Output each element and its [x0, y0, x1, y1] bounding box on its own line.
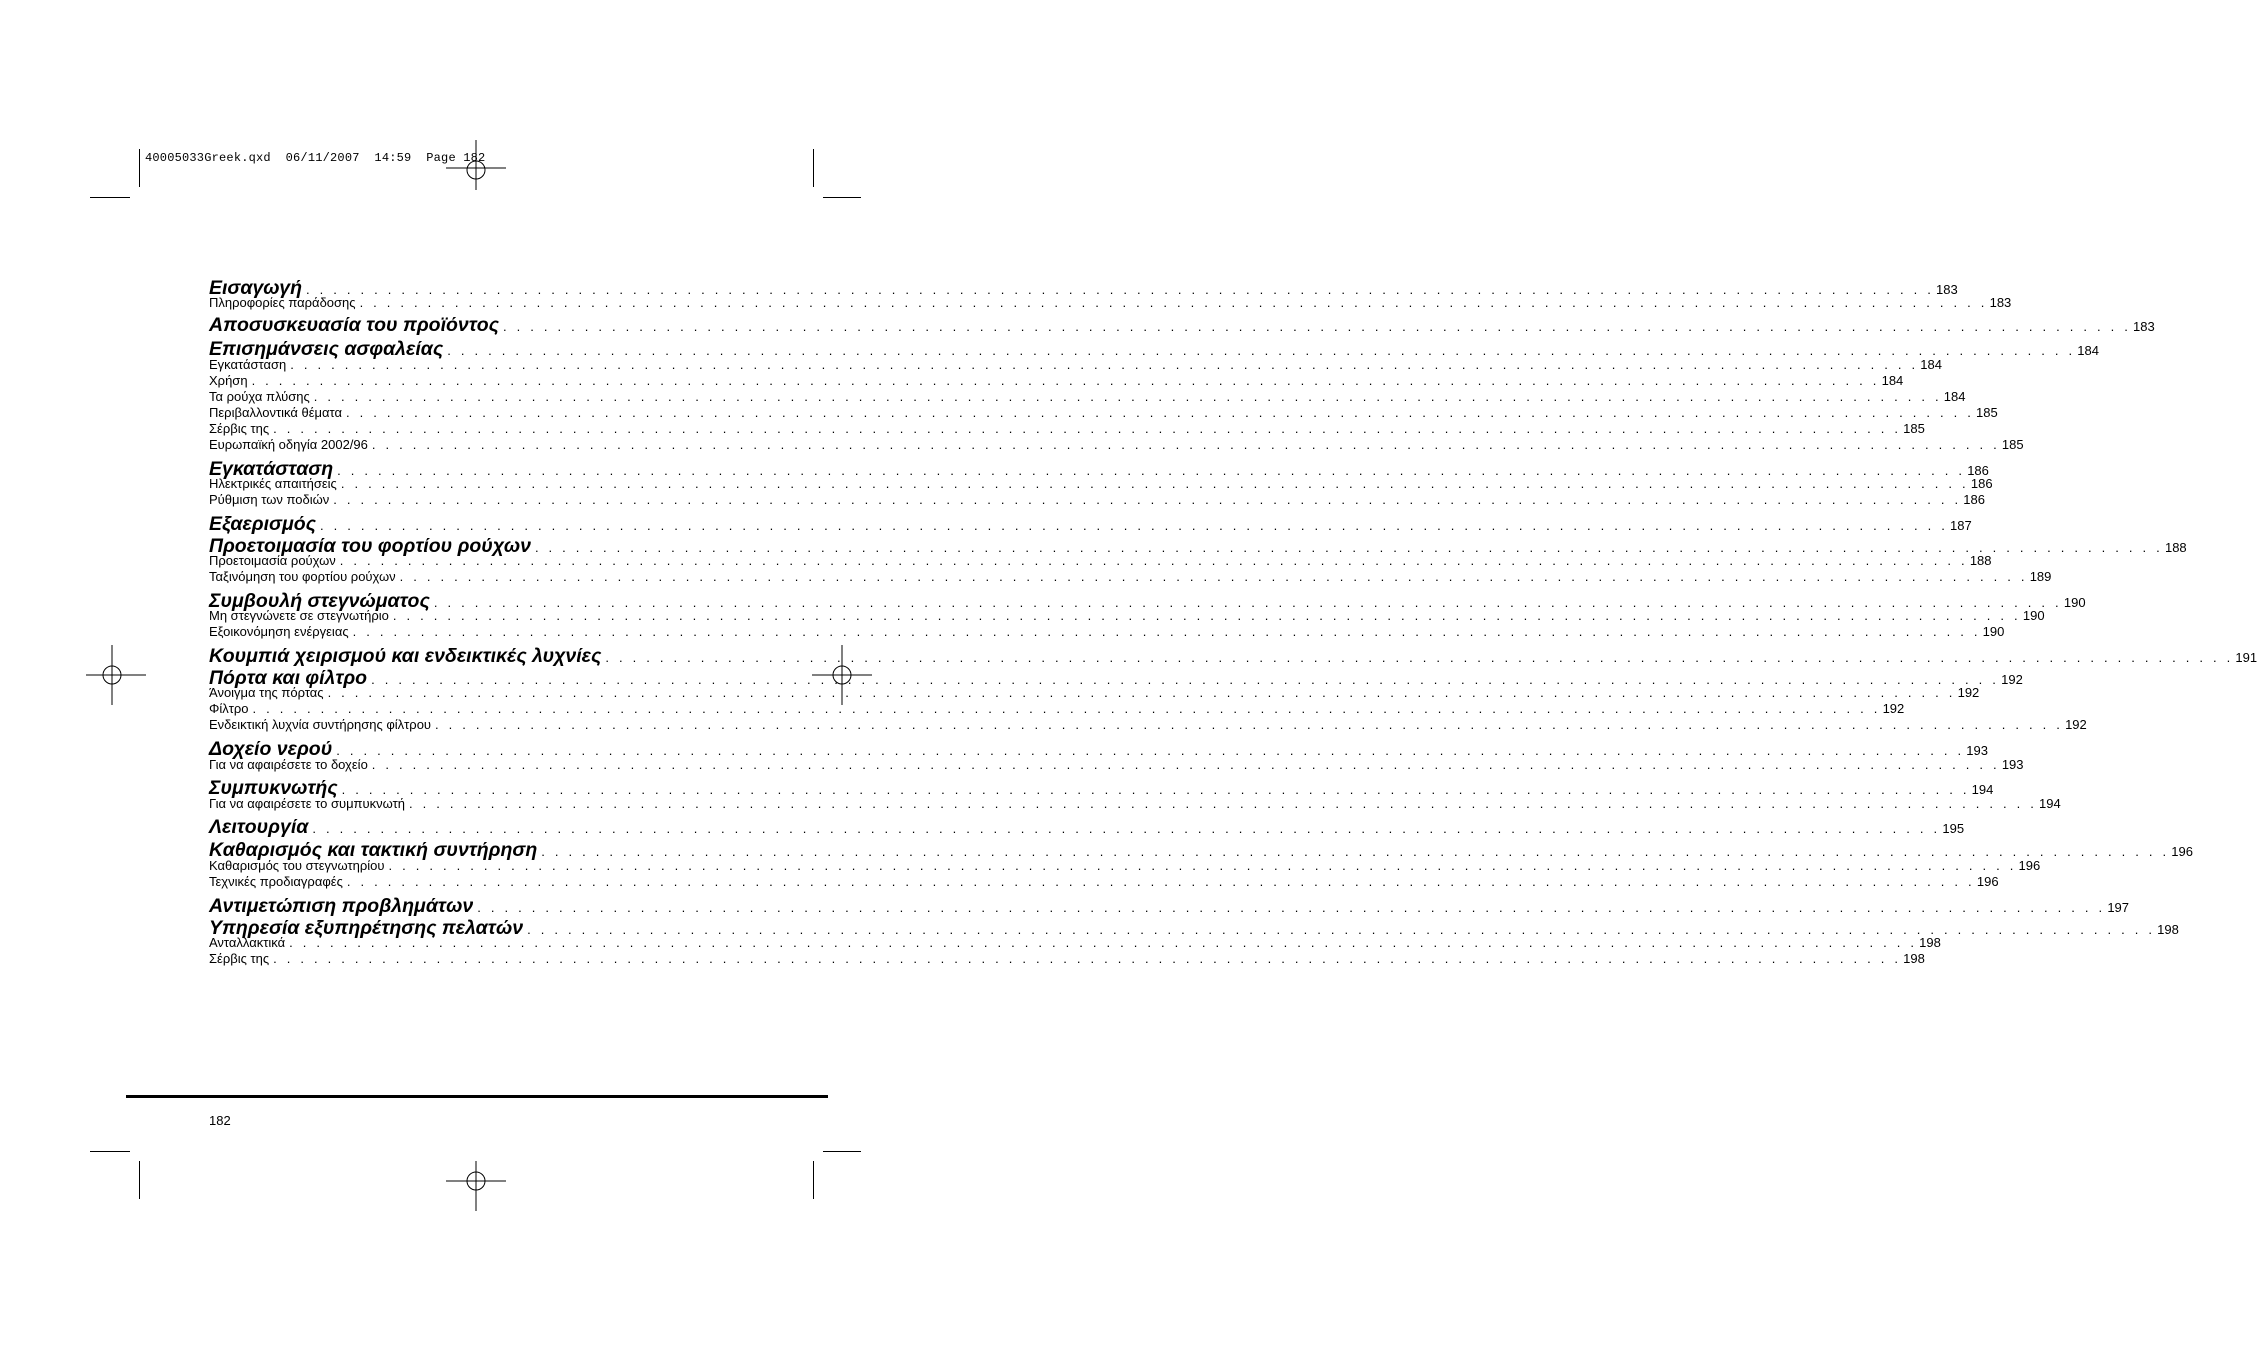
toc-page-number: 197 — [2107, 900, 2130, 915]
dot-leader: . . . . . . . . . . . . . . . . . . . . . . . . . . . . . . . . . . . . . . . . . . . . . . . . . . . . . . . . . . . . . . . . . . . . . . . . . . . . . . . . . . . . . . . . . . . . . . . . . . . . . . . . . . . . . . . . . . . . . . . . — [252, 701, 1881, 716]
toc-section — [209, 816, 1965, 839]
toc-page-number: 185 — [2001, 437, 2024, 452]
toc-page-number: 187 — [1950, 518, 1972, 533]
toc-subsection — [209, 295, 2012, 310]
dot-leader: . . . . . . . . . . . . . . . . . . . . . . . . . . . . . . . . . . . . . . . . . . . . . . . . . . . . . . . . . . . . . . . . . . . . . . . . . . . . . . . . . . . . . . . . . . . . . . . . . . . . . . . . . . . . . . . . . . . . . . . . — [327, 685, 1956, 700]
toc-page-number: 183 — [1936, 282, 1958, 297]
toc-subsection — [209, 935, 1941, 950]
toc-title: Ταξινόμηση του φορτίου ρούχων — [209, 569, 396, 584]
toc-page-number: 194 — [1971, 782, 1994, 797]
toc-title: Σέρβις της — [209, 421, 270, 436]
toc-subsection — [209, 405, 1998, 420]
dot-leader: . . . . . . . . . . . . . . . . . . . . . . . . . . . . . . . . . . . . . . . . . . . . . . . . . . . . . . . . . . . . . . . . . . . . . . . . . . . . . . . . . . . . . . . . . . . . . . . . . . . . . . . . . . . . . . . . . . . . . . . . — [371, 757, 2000, 772]
toc-page-number: 184 — [1943, 389, 1966, 404]
toc-page-number: 185 — [1976, 405, 1998, 420]
toc-subsection — [209, 796, 2061, 811]
dot-leader: . . . . . . . . . . . . . . . . . . . . . . . . . . . . . . . . . . . . . . . . . . . . . . . . . . . . . . . . . . . . . . . . . . . . . . . . . . . . . . . . . . . . . . . . . . . . . . . . . . . . . . . . . . . . . . . . . . . . . . . . — [339, 553, 1968, 568]
toc-section — [209, 513, 1972, 536]
toc-title: Τα ρούχα πλύσης — [209, 389, 310, 404]
toc-title: Περιβαλλοντικά θέματα — [209, 405, 342, 420]
toc-section — [209, 645, 2257, 668]
toc-page-number: 186 — [1970, 476, 1993, 491]
toc-page-number: 183 — [1989, 295, 2012, 310]
toc-page-number: 188 — [2164, 540, 2187, 555]
toc-title: Ρύθμιση των ποδιών — [209, 492, 330, 507]
dot-leader: . . . . . . . . . . . . . . . . . . . . . . . . . . . . . . . . . . . . . . . . . . . . . . . . . . . . . . . . . . . . . . . . . . . . . . . . . . . . . . . . . . . . . . . . . . . . . . . . . . . . . . . . . . . . . . . . . . . . . . . . — [359, 295, 1988, 310]
toc-subsection — [209, 624, 2005, 639]
toc-section — [209, 314, 2155, 337]
dot-leader: . . . . . . . . . . . . . . . . . . . . . . . . . . . . . . . . . . . . . . . . . . . . . . . . . . . . . . . . . . . . . . . . . . . . . . . . . . . . . . . . . . . . . . . . . . . . . . . . . . . . . . . . . . . . . . . . . . . . . . . . — [305, 282, 1935, 297]
toc-title: Πληροφορίες παράδοσης — [209, 295, 356, 310]
toc-page-number: 190 — [1982, 624, 2005, 639]
toc-page-number: 196 — [2171, 844, 2193, 859]
toc-subsection — [209, 389, 1966, 404]
toc-page-number: 184 — [2077, 343, 2099, 358]
toc-subsection — [209, 757, 2024, 772]
toc-title: Κουμπιά χειρισμού και ενδεικτικές λυχνίες — [209, 645, 602, 667]
toc-page-number: 194 — [2039, 796, 2061, 811]
dot-leader: . . . . . . . . . . . . . . . . . . . . . . . . . . . . . . . . . . . . . . . . . . . . . . . . . . . . . . . . . . . . . . . . . . . . . . . . . . . . . . . . . . . . . . . . . . . . . . . . . . . . . . . . . . . . . . . . . . . . . . . . — [290, 357, 1919, 372]
crop-mark — [90, 197, 130, 198]
dot-leader: . . . . . . . . . . . . . . . . . . . . . . . . . . . . . . . . . . . . . . . . . . . . . . . . . . . . . . . . . . . . . . . . . . . . . . . . . . . . . . . . . . . . . . . . . . . . . . . . . . . . . . . . . . . . . . . . . . . . . . . . — [337, 463, 1966, 478]
toc-subsection — [209, 492, 1985, 507]
dot-leader: . . . . . . . . . . . . . . . . . . . . . . . . . . . . . . . . . . . . . . . . . . . . . . . . . . . . . . . . . . . . . . . . . . . . . . . . . . . . . . . . . . . . . . . . . . . . . . . . . . . . . . . . . . . . . . . . . . . . . . . . — [371, 437, 2000, 452]
dot-leader: . . . . . . . . . . . . . . . . . . . . . . . . . . . . . . . . . . . . . . . . . . . . . . . . . . . . . . . . . . . . . . . . . . . . . . . . . . . . . . . . . . . . . . . . . . . . . . . . . . . . . . . . . . . . . . . . . . . . . . . . — [527, 922, 2156, 937]
toc-title: Για να αφαιρέσετε το δοχείο — [209, 757, 368, 772]
dot-leader: . . . . . . . . . . . . . . . . . . . . . . . . . . . . . . . . . . . . . . . . . . . . . . . . . . . . . . . . . . . . . . . . . . . . . . . . . . . . . . . . . . . . . . . . . . . . . . . . . . . . . . . . . . . . . . . . . . . . . . . . — [273, 421, 1902, 436]
toc-subsection — [209, 569, 2052, 584]
toc-page-number: 184 — [1920, 357, 1942, 372]
toc-page-number: 193 — [2001, 757, 2024, 772]
toc-page-number: 183 — [2133, 319, 2155, 334]
toc-page-number: 198 — [1903, 951, 1925, 966]
print-slug: 40005033Greek.qxd 06/11/2007 14:59 Page 182 — [145, 151, 486, 165]
dot-leader: . . . . . . . . . . . . . . . . . . . . . . . . . . . . . . . . . . . . . . . . . . . . . . . . . . . . . . . . . . . . . . . . . . . . . . . . . . . . . . . . . . . . . . . . . . . . . . . . . . . . . . . . . . . . . . . . . . . . . . . . — [433, 595, 2062, 610]
crop-mark — [823, 197, 861, 198]
toc-title: Αντιμετώπιση προβλημάτων — [209, 895, 474, 917]
toc-subsection — [209, 874, 1999, 889]
toc-title: Εισαγωγή — [209, 277, 302, 299]
toc-title: Ηλεκτρικές απαιτήσεις — [209, 476, 337, 491]
toc-title: Προετοιμασία του φορτίου ρούχων — [209, 535, 531, 557]
toc-page-number: 185 — [1903, 421, 1925, 436]
toc-section — [209, 895, 2130, 918]
dot-leader: . . . . . . . . . . . . . . . . . . . . . . . . . . . . . . . . . . . . . . . . . . . . . . . . . . . . . . . . . . . . . . . . . . . . . . . . . . . . . . . . . . . . . . . . . . . . . . . . . . . . . . . . . . . . . . . . . . . . . . . . — [346, 874, 1975, 889]
dot-leader: . . . . . . . . . . . . . . . . . . . . . . . . . . . . . . . . . . . . . . . . . . . . . . . . . . . . . . . . . . . . . . . . . . . . . . . . . . . . . . . . . . . . . . . . . . . . . . . . . . . . . . . . . . . . . . . . . . . . . . . . — [312, 821, 1941, 836]
toc-title: Εξοικονόμηση ενέργειας — [209, 624, 349, 639]
toc-title: Καθαρισμός και τακτική συντήρηση — [209, 839, 538, 861]
dot-leader: . . . . . . . . . . . . . . . . . . . . . . . . . . . . . . . . . . . . . . . . . . . . . . . . . . . . . . . . . . . . . . . . . . . . . . . . . . . . . . . . . . . . . . . . . . . . . . . . . . . . . . . . . . . . . . . . . . . . . . . . — [447, 343, 2076, 358]
dot-leader: . . . . . . . . . . . . . . . . . . . . . . . . . . . . . . . . . . . . . . . . . . . . . . . . . . . . . . . . . . . . . . . . . . . . . . . . . . . . . . . . . . . . . . . . . . . . . . . . . . . . . . . . . . . . . . . . . . . . . . . . — [251, 373, 1880, 388]
toc-page-number: 192 — [1882, 701, 1905, 716]
crop-mark — [90, 1151, 130, 1152]
toc-subsection — [209, 357, 1942, 372]
toc-title: Εξαερισμός — [209, 513, 317, 535]
toc-page-number: 184 — [1881, 373, 1904, 388]
toc-page-number: 192 — [1957, 685, 1980, 700]
toc-subsection — [209, 421, 1925, 436]
dot-leader: . . . . . . . . . . . . . . . . . . . . . . . . . . . . . . . . . . . . . . . . . . . . . . . . . . . . . . . . . . . . . . . . . . . . . . . . . . . . . . . . . . . . . . . . . . . . . . . . . . . . . . . . . . . . . . . . . . . . . . . . — [392, 608, 2021, 623]
dot-leader: . . . . . . . . . . . . . . . . . . . . . . . . . . . . . . . . . . . . . . . . . . . . . . . . . . . . . . . . . . . . . . . . . . . . . . . . . . . . . . . . . . . . . . . . . . . . . . . . . . . . . . . . . . . . . . . . . . . . . . . . — [352, 624, 1981, 639]
toc-title: Ενδεικτική λυχνία συντήρησης φίλτρου — [209, 717, 432, 732]
toc-title: Καθαρισμός του στεγνωτηρίου — [209, 858, 385, 873]
toc-title: Εγκατάσταση — [209, 458, 334, 480]
toc-subsection — [209, 701, 1905, 716]
toc-page-number: 188 — [1969, 553, 1992, 568]
toc-page-number: 186 — [1963, 492, 1985, 507]
toc-page-number: 198 — [1919, 935, 1941, 950]
crop-mark — [139, 1161, 140, 1199]
crop-mark — [813, 1161, 814, 1199]
page-number: 182 — [209, 1113, 231, 1128]
dot-leader: . . . . . . . . . . . . . . . . . . . . . . . . . . . . . . . . . . . . . . . . . . . . . . . . . . . . . . . . . . . . . . . . . . . . . . . . . . . . . . . . . . . . . . . . . . . . . . . . . . . . . . . . . . . . . . . . . . . . . . . . — [399, 569, 2028, 584]
toc-page-number: 192 — [2001, 672, 2023, 687]
footer-rule — [126, 1095, 828, 1098]
toc-page-number: 198 — [2157, 922, 2179, 937]
toc-page-number: 186 — [1967, 463, 1989, 478]
toc-page-number: 195 — [1942, 821, 1965, 836]
dot-leader: . . . . . . . . . . . . . . . . . . . . . . . . . . . . . . . . . . . . . . . . . . . . . . . . . . . . . . . . . . . . . . . . . . . . . . . . . . . . . . . . . . . . . . . . . . . . . . . . . . . . . . . . . . . . . . . . . . . . . . . . — [333, 492, 1962, 507]
dot-leader: . . . . . . . . . . . . . . . . . . . . . . . . . . . . . . . . . . . . . . . . . . . . . . . . . . . . . . . . . . . . . . . . . . . . . . . . . . . . . . . . . . . . . . . . . . . . . . . . . . . . . . . . . . . . . . . . . . . . . . . . — [313, 389, 1942, 404]
toc-page-number: 192 — [2065, 717, 2087, 732]
toc-title: Ευρωπαϊκή οδηγία 2002/96 — [209, 437, 368, 452]
toc-subsection — [209, 476, 1993, 491]
toc-page-number: 190 — [2022, 608, 2045, 623]
dot-leader: . . . . . . . . . . . . . . . . . . . . . . . . . . . . . . . . . . . . . . . . . . . . . . . . . . . . . . . . . . . . . . . . . . . . . . . . . . . . . . . . . . . . . . . . . . . . . . . . . . . . . . . . . . . . . . . . . . . . . . . . — [336, 743, 1965, 758]
toc-subsection — [209, 951, 1925, 966]
toc-subsection — [209, 608, 2045, 623]
toc-page-number: 191 — [2235, 650, 2257, 665]
crop-mark — [813, 149, 814, 187]
toc-page-number: 189 — [2029, 569, 2052, 584]
toc-page-number: 196 — [1976, 874, 1999, 889]
toc-title: Δοχείο νερού — [209, 738, 333, 760]
dot-leader: . . . . . . . . . . . . . . . . . . . . . . . . . . . . . . . . . . . . . . . . . . . . . . . . . . . . . . . . . . . . . . . . . . . . . . . . . . . . . . . . . . . . . . . . . . . . . . . . . . . . . . . . . . . . . . . . . . . . . . . . — [320, 518, 1949, 533]
dot-leader: . . . . . . . . . . . . . . . . . . . . . . . . . . . . . . . . . . . . . . . . . . . . . . . . . . . . . . . . . . . . . . . . . . . . . . . . . . . . . . . . . . . . . . . . . . . . . . . . . . . . . . . . . . . . . . . . . . . . . . . . — [341, 782, 1970, 797]
registration-mark-icon — [86, 645, 146, 705]
dot-leader: . . . . . . . . . . . . . . . . . . . . . . . . . . . . . . . . . . . . . . . . . . . . . . . . . . . . . . . . . . . . . . . . . . . . . . . . . . . . . . . . . . . . . . . . . . . . . . . . . . . . . . . . . . . . . . . . . . . . . . . . — [340, 476, 1969, 491]
dot-leader: . . . . . . . . . . . . . . . . . . . . . . . . . . . . . . . . . . . . . . . . . . . . . . . . . . . . . . . . . . . . . . . . . . . . . . . . . . . . . . . . . . . . . . . . . . . . . . . . . . . . . . . . . . . . . . . . . . . . . . . . — [289, 935, 1918, 950]
toc-title: Αποσυσκευασία του προϊόντος — [209, 314, 500, 336]
toc-title: Λειτουργία — [209, 816, 309, 838]
dot-leader: . . . . . . . . . . . . . . . . . . . . . . . . . . . . . . . . . . . . . . . . . . . . . . . . . . . . . . . . . . . . . . . . . . . . . . . . . . . . . . . . . . . . . . . . . . . . . . . . . . . . . . . . . . . . . . . . . . . . . . . . — [605, 650, 2234, 665]
dot-leader: . . . . . . . . . . . . . . . . . . . . . . . . . . . . . . . . . . . . . . . . . . . . . . . . . . . . . . . . . . . . . . . . . . . . . . . . . . . . . . . . . . . . . . . . . . . . . . . . . . . . . . . . . . . . . . . . . . . . . . . . — [541, 844, 2170, 859]
crop-mark — [823, 1151, 861, 1152]
dot-leader: . . . . . . . . . . . . . . . . . . . . . . . . . . . . . . . . . . . . . . . . . . . . . . . . . . . . . . . . . . . . . . . . . . . . . . . . . . . . . . . . . . . . . . . . . . . . . . . . . . . . . . . . . . . . . . . . . . . . . . . . — [477, 900, 2106, 915]
toc-title: Σέρβις της — [209, 951, 270, 966]
toc-title: Επισημάνσεις ασφαλείας — [209, 338, 444, 360]
registration-mark-icon — [446, 140, 506, 200]
toc-subsection — [209, 437, 2024, 452]
toc-title: Προετοιμασία ρούχων — [209, 553, 336, 568]
toc-title: Συμβουλή στεγνώματος — [209, 590, 430, 612]
toc-page-number: 193 — [1966, 743, 1988, 758]
crop-mark — [139, 149, 140, 187]
dot-leader: . . . . . . . . . . . . . . . . . . . . . . . . . . . . . . . . . . . . . . . . . . . . . . . . . . . . . . . . . . . . . . . . . . . . . . . . . . . . . . . . . . . . . . . . . . . . . . . . . . . . . . . . . . . . . . . . . . . . . . . . — [388, 858, 2017, 873]
toc-title: Υπηρεσία εξυπηρέτησης πελατών — [209, 917, 524, 939]
toc-subsection — [209, 858, 2041, 873]
toc-title: Συμπυκνωτής — [209, 777, 338, 799]
toc-subsection — [209, 373, 1904, 388]
toc-title: Φίλτρο — [209, 701, 249, 716]
dot-leader: . . . . . . . . . . . . . . . . . . . . . . . . . . . . . . . . . . . . . . . . . . . . . . . . . . . . . . . . . . . . . . . . . . . . . . . . . . . . . . . . . . . . . . . . . . . . . . . . . . . . . . . . . . . . . . . . . . . . . . . . — [503, 319, 2132, 334]
toc-title: Εγκατάσταση — [209, 357, 287, 372]
toc-page-number: 190 — [2063, 595, 2086, 610]
toc-page-number: 196 — [2018, 858, 2041, 873]
dot-leader: . . . . . . . . . . . . . . . . . . . . . . . . . . . . . . . . . . . . . . . . . . . . . . . . . . . . . . . . . . . . . . . . . . . . . . . . . . . . . . . . . . . . . . . . . . . . . . . . . . . . . . . . . . . . . . . . . . . . . . . . — [273, 951, 1902, 966]
dot-leader: . . . . . . . . . . . . . . . . . . . . . . . . . . . . . . . . . . . . . . . . . . . . . . . . . . . . . . . . . . . . . . . . . . . . . . . . . . . . . . . . . . . . . . . . . . . . . . . . . . . . . . . . . . . . . . . . . . . . . . . . — [435, 717, 2064, 732]
toc-title: Τεχνικές προδιαγραφές — [209, 874, 343, 889]
toc-title: Ανταλλακτικά — [209, 935, 286, 950]
dot-leader: . . . . . . . . . . . . . . . . . . . . . . . . . . . . . . . . . . . . . . . . . . . . . . . . . . . . . . . . . . . . . . . . . . . . . . . . . . . . . . . . . . . . . . . . . . . . . . . . . . . . . . . . . . . . . . . . . . . . . . . . — [408, 796, 2038, 811]
dot-leader: . . . . . . . . . . . . . . . . . . . . . . . . . . . . . . . . . . . . . . . . . . . . . . . . . . . . . . . . . . . . . . . . . . . . . . . . . . . . . . . . . . . . . . . . . . . . . . . . . . . . . . . . . . . . . . . . . . . . . . . . — [534, 540, 2163, 555]
toc-subsection — [209, 553, 1992, 568]
registration-mark-icon — [446, 1151, 506, 1211]
dot-leader: . . . . . . . . . . . . . . . . . . . . . . . . . . . . . . . . . . . . . . . . . . . . . . . . . . . . . . . . . . . . . . . . . . . . . . . . . . . . . . . . . . . . . . . . . . . . . . . . . . . . . . . . . . . . . . . . . . . . . . . . — [345, 405, 1975, 420]
toc-title: Χρήση — [209, 373, 248, 388]
toc-title: Πόρτα και φίλτρο — [209, 667, 368, 689]
toc-subsection — [209, 685, 1980, 700]
dot-leader: . . . . . . . . . . . . . . . . . . . . . . . . . . . . . . . . . . . . . . . . . . . . . . . . . . . . . . . . . . . . . . . . . . . . . . . . . . . . . . . . . . . . . . . . . . . . . . . . . . . . . . . . . . . . . . . . . . . . . . . . — [371, 672, 2000, 687]
toc-title: Άνοιγμα της πόρτας — [209, 685, 324, 700]
toc-title: Για να αφαιρέσετε το συμπυκνωτή — [209, 796, 405, 811]
toc-title: Μη στεγνώνετε σε στεγνωτήριο — [209, 608, 389, 623]
toc-subsection — [209, 717, 2087, 732]
